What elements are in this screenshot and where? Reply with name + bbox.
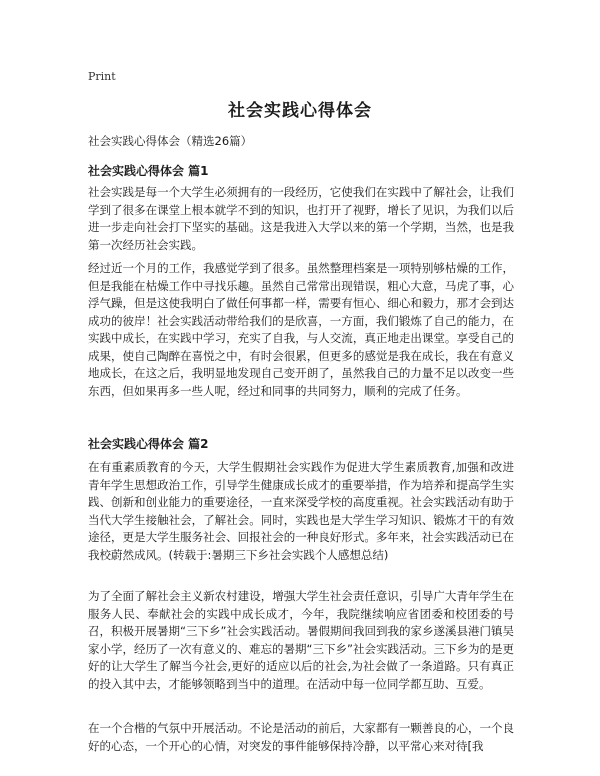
paragraph: 为了全面了解社会主义新农村建设，增强大学生社会责任意识，引导广大青年学生在服务人民、奉献社会的实践中成长成才，今年，我院继续响应省团委和校团委的号召，积极开展暑期“三下乡”社会实践活动。暑假期间我回到我的家乡遂溪县港门镇吴家小学，经历了一次有意义的、难忘的暑期“三下乡”社会实践活动。三下乡为的是更好的让大学生了解当今社会,更好的适应以后的社会,为社会做了一条道路。只有真正的投入其中去，才能够领略到当中的道理。在活动中每一位同学都互助、互爱。 <box>88 589 514 691</box>
page-title: 社会实践心得体会 <box>228 101 372 121</box>
section-heading-1: 社会实践心得体会 篇1 <box>88 164 209 178</box>
paragraph: 在有重素质教育的今天，大学生假期社会实践作为促进大学生素质教育,加强和改进青年学生思想政治工作，引导学生健康成长成才的重要举措，作为培养和提高学生实践、创新和创业能力的重要途径，一直来深受学校的高度重视。社会实践活动有助于当代大学生接触社会，了解社会。同时，实践也是大学生学习知识、锻炼才干的有效途径，更是大学生服务社会、回报社会的一种良好形式。多年来，社会实践活动已在我校蔚然成风。(转载于:暑期三下乡社会实践个人感想总结) <box>88 460 514 562</box>
document-subtitle: 社会实践心得体会（精选26篇） <box>88 134 253 148</box>
paragraph: 社会实践是每一个大学生必须拥有的一段经历，它使我们在实践中了解社会，让我们学到了很多在课堂上根本就学不到的知识，也打开了视野，增长了见识，为我们以后进一步走向社会打下坚实的基础。这是我进入大学以来的第一个学期，当然，也是我第一次经历社会实践。 <box>88 185 514 252</box>
section-heading-2: 社会实践心得体会 篇2 <box>88 437 209 451</box>
paragraph: 经过近一个月的工作，我感觉学到了很多。虽然整理档案是一项特别够枯燥的工作，但是我能在枯燥工作中寻找乐趣。虽然自己常常出现错误，粗心大意，马虎了事，心浮气躁，但是这使我明白了做任何事都一样，需要有恒心、细心和毅力，那才会到达成功的彼岸！社会实践活动带给我们的是欣喜，一方面，我们锻炼了自己的能力，在实践中成长，在实践中学习，充实了自我，与人交流，真正地走出课堂。享受自己的成果，使自己陶醉在喜悦之中，有时会很累，但更多的感觉是我在成长，我在有意义地成长，在这之后，我明显地发现自己变开朗了，虽然我自己的力量不足以改变一些东西，但如果再多一些人呢，经过和同事的共同努力，顺利的完成了任务。 <box>88 261 514 398</box>
paragraph: 在一个合楷的气氛中开展活动。不论是活动的前后，大家都有一颗善良的心，一个良好的心态，一个开心的心情，对突发的事件能够保持冷静，以平常心来对待[我 <box>88 721 514 753</box>
print-link[interactable]: Print <box>88 70 116 83</box>
